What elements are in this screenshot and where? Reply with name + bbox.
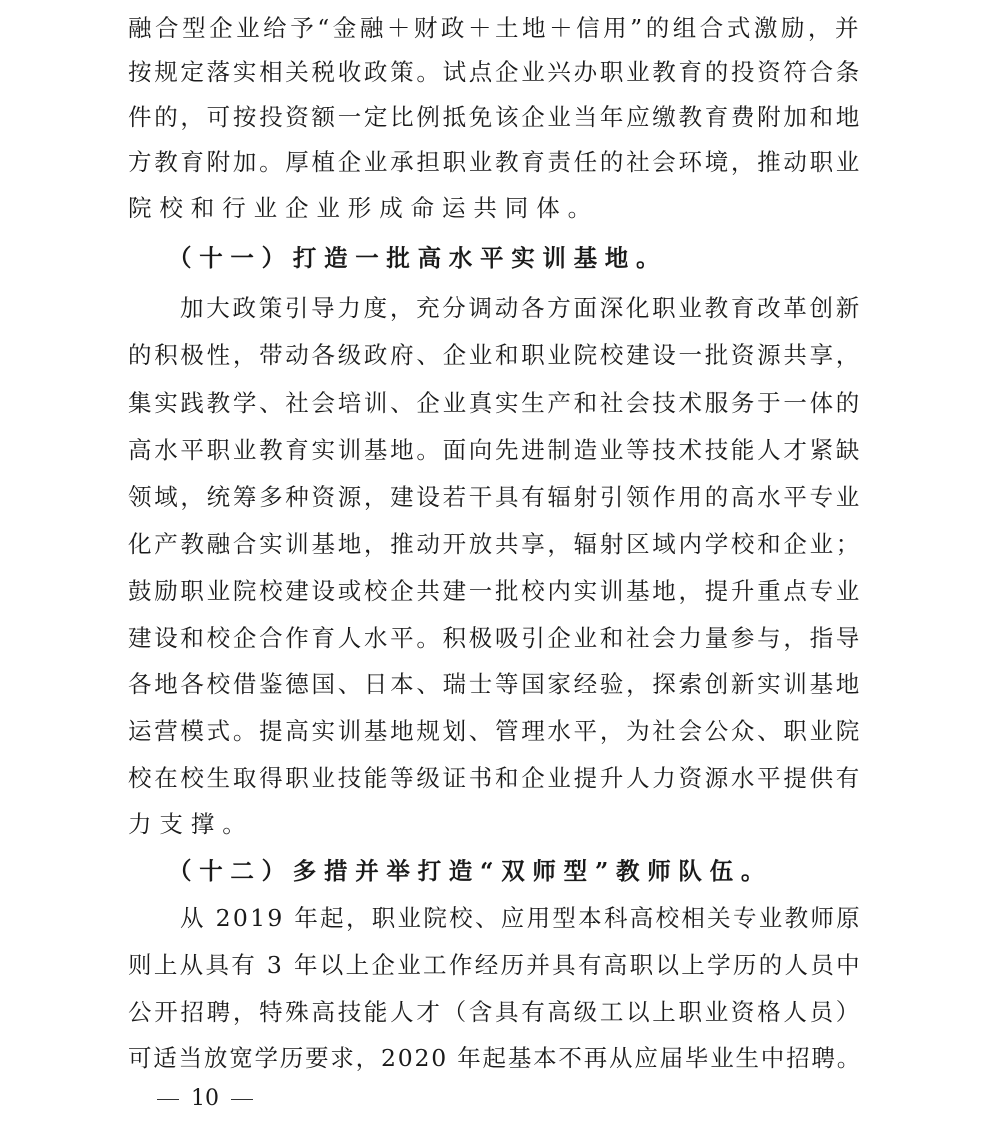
text-line-content: 化产教融合实训基地，推动开放共享，辐射区域内学校和企业； [128, 530, 862, 558]
text-line [0, 430, 983, 470]
text-line-content: 方教育附加。厚植企业承担职业教育责任的社会环境，推动职业 [128, 148, 862, 176]
text-line [0, 188, 983, 228]
right-dash [231, 1099, 253, 1100]
text-line [0, 664, 983, 704]
section-heading-text: （十二）多措并举打造“双师型”教师队伍。 [168, 857, 773, 885]
text-line-content: 各地各校借鉴德国、日本、瑞士等国家经验，探索创新实训基地 [128, 670, 862, 698]
section-heading-text: （十一）打造一批高水平实训基地。 [168, 244, 668, 272]
text-line [0, 571, 983, 611]
text-line-content: 鼓励职业院校建设或校企共建一批校内实训基地，提升重点专业 [128, 577, 862, 605]
text-line-content: 集实践教学、社会培训、企业真实生产和社会技术服务于一体的 [128, 389, 862, 417]
text-line-content: 加大政策引导力度，充分调动各方面深化职业教育改革创新 [180, 294, 862, 322]
text-line [0, 1038, 983, 1078]
text-line-content: 建设和校企合作育人水平。积极吸引企业和社会力量参与，指导 [128, 624, 862, 652]
section-heading-11 [0, 238, 983, 278]
text-line [0, 992, 983, 1032]
text-line-content: 力支撑。 [128, 810, 254, 838]
text-line [0, 288, 983, 328]
text-line-content: 院校和行业企业形成命运共同体。 [128, 194, 599, 222]
text-line [0, 97, 983, 137]
text-line [0, 524, 983, 564]
text-line-content: 公开招聘，特殊高技能人才（含具有高级工以上职业资格人员） [128, 998, 862, 1026]
section-heading-12 [0, 851, 983, 891]
text-line-content: 件的，可按投资额一定比例抵免该企业当年应缴教育费附加和地 [128, 103, 862, 131]
text-line [0, 945, 983, 985]
page-footer [145, 1084, 265, 1114]
text-line [0, 335, 983, 375]
text-line [0, 618, 983, 658]
text-line-content: 可适当放宽学历要求，2020 年起基本不再从应届毕业生中招聘。 [128, 1044, 862, 1072]
text-line-content: 从 2019 年起，职业院校、应用型本科高校相关专业教师原 [180, 904, 862, 932]
text-line [0, 711, 983, 751]
text-line [0, 8, 983, 48]
text-line-content: 高水平职业教育实训基地。面向先进制造业等技术技能人才紧缺 [128, 436, 862, 464]
text-line [0, 477, 983, 517]
left-dash [157, 1099, 179, 1100]
text-line-content: 按规定落实相关税收政策。试点企业兴办职业教育的投资符合条 [128, 58, 862, 86]
text-line-content: 领域，统筹多种资源，建设若干具有辐射引领作用的高水平专业 [128, 483, 862, 511]
text-line [0, 804, 983, 844]
text-line [0, 142, 983, 182]
text-line [0, 898, 983, 938]
text-line [0, 758, 983, 798]
text-line-content: 融合型企业给予“金融＋财政＋土地＋信用”的组合式激励，并 [128, 14, 862, 42]
text-line-content: 则上从具有 3 年以上企业工作经历并具有高职以上学历的人员中 [128, 951, 862, 979]
text-line-content: 运营模式。提高实训基地规划、管理水平，为社会公众、职业院 [128, 717, 862, 745]
text-line-content: 的积极性，带动各级政府、企业和职业院校建设一批资源共享， [128, 341, 862, 369]
text-line [0, 383, 983, 423]
text-line-content: 校在校生取得职业技能等级证书和企业提升人力资源水平提供有 [128, 764, 862, 792]
page-number: 10 [191, 1086, 219, 1111]
text-line [0, 52, 983, 92]
